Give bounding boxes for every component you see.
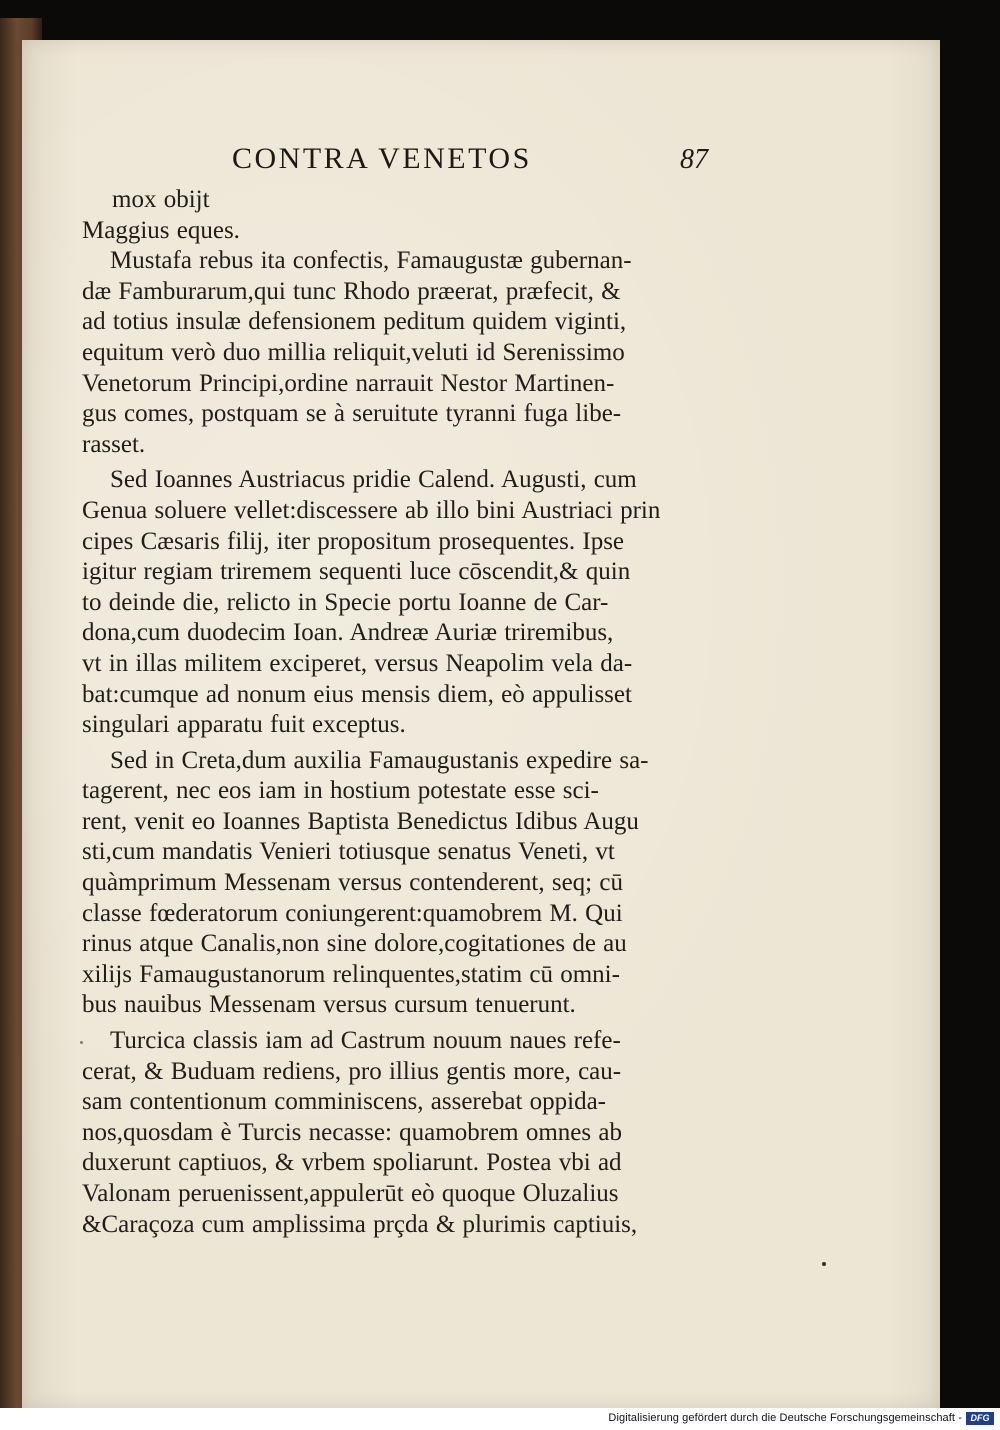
text-line: classe fœderatorum coniungerent:quamobrem M. Qui bbox=[82, 899, 623, 927]
text-line: Maggius eques. bbox=[82, 216, 240, 244]
text-line: cipes Cæsaris filij, iter propositum prosequentes. Ipse bbox=[82, 527, 625, 555]
text-line: igitur regiam triremem sequenti luce cōscendit,& quin bbox=[82, 558, 631, 586]
text-line: to deinde die, relicto in Specie portu Ioanne de Car- bbox=[82, 588, 609, 616]
text-line: Turcica classis iam ad Castrum nouum naues refe- bbox=[110, 1027, 621, 1055]
text-line: Sed in Creta,dum auxilia Famaugustanis expedire sa- bbox=[110, 746, 649, 774]
digitization-credit: Digitalisierung gefördert durch die Deutsche Forschungsgemeinschaft - bbox=[608, 1412, 962, 1424]
text-line: nos,quosdam è Turcis necasse: quamobrem omnes ab bbox=[82, 1118, 622, 1146]
text-line: dona,cum duodecim Ioan. Andreæ Auriæ triremibus, bbox=[82, 619, 614, 647]
text-line: cerat, & Buduam rediens, pro illius gentis more, cau- bbox=[82, 1057, 622, 1085]
digitization-credit-bar bbox=[0, 1408, 1000, 1430]
text-line: Mustafa rebus ita confectis, Famaugustæ gubernan- bbox=[110, 247, 632, 275]
text-line: ad totius insulæ defensionem peditum quidem viginti, bbox=[82, 308, 627, 336]
text-line: sti,cum mandatis Venieri totiusque senatus Veneti, vt bbox=[82, 838, 615, 866]
paper-speck bbox=[80, 1041, 83, 1044]
text-line: xilijs Famaugustanorum relinquentes,statim cū omni- bbox=[82, 960, 620, 988]
text-line: Valonam peruenissent,appulerūt eò quoque Oluzalius bbox=[82, 1180, 619, 1207]
text-line: rent, venit eo Ioannes Baptista Benedictus Idibus Augu bbox=[82, 807, 639, 835]
text-line: &Caraçoza cum amplissima prçda & plurimis captiuis, bbox=[82, 1210, 638, 1238]
body-text bbox=[82, 185, 732, 1240]
text-line: equitum verò duo millia reliquit,veluti id Serenissimo bbox=[82, 338, 625, 366]
text-line: vt in illas militem exciperet, versus Neapolim vela da- bbox=[82, 649, 633, 677]
text-line: gus comes, postquam se à seruitute tyranni fuga libe- bbox=[82, 400, 622, 428]
text-line: Sed Ioannes Austriacus pridie Calend. Augusti, cum bbox=[110, 466, 637, 494]
text-line: rasset. bbox=[82, 430, 146, 458]
text-line: quàmprimum Messenam versus contenderent, seq; cū bbox=[82, 869, 623, 897]
text-line: singulari apparatu fuit exceptus. bbox=[82, 711, 406, 739]
dfg-logo: DFG bbox=[966, 1412, 994, 1425]
text-line: Venetorum Principi,ordine narrauit Nestor Martinen- bbox=[82, 369, 615, 397]
text-line: bat:cumque ad nonum eius mensis diem, eò appulisset bbox=[82, 680, 632, 708]
page-number: 87 bbox=[680, 144, 708, 175]
book-page bbox=[22, 40, 940, 1408]
text-line: bus nauibus Messenam versus cursum tenuerunt. bbox=[82, 991, 576, 1019]
text-line: rinus atque Canalis,non sine dolore,cogitationes de au bbox=[82, 930, 627, 958]
text-line: sam contentionum comminiscens, asserebat oppida- bbox=[82, 1088, 607, 1116]
text-line: mox obijt bbox=[112, 186, 210, 213]
paper-speck bbox=[822, 1262, 826, 1266]
text-line: duxerunt captiuos, & vrbem spoliarunt. Postea vbi ad bbox=[82, 1149, 622, 1177]
text-line: dæ Famburarum,qui tunc Rhodo præerat, præfecit, & bbox=[82, 277, 621, 305]
page-header bbox=[22, 142, 940, 178]
text-line: tagerent, nec eos iam in hostium potestate esse sci- bbox=[82, 777, 599, 805]
running-title: CONTRA VENETOS bbox=[232, 142, 532, 175]
text-line: Genua soluere vellet:discessere ab illo bini Austriaci prin bbox=[82, 496, 661, 524]
